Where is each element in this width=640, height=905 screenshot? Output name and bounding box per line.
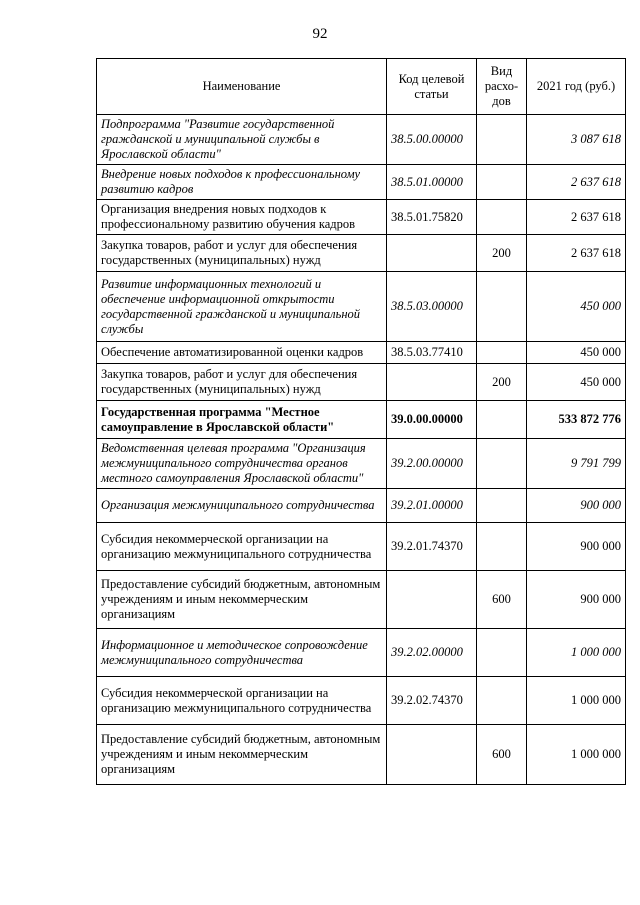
table-row bbox=[97, 401, 626, 439]
row-type bbox=[477, 401, 527, 439]
row-name: Организация межмуниципального сотрудничества bbox=[97, 489, 387, 523]
row-name: Организация внедрения новых подходов к профессиональному развитию обучения кадров bbox=[97, 200, 387, 235]
row-type bbox=[477, 342, 527, 364]
row-amount: 900 000 bbox=[527, 571, 626, 629]
row-code: 38.5.03.77410 bbox=[387, 342, 477, 364]
row-code: 38.5.03.00000 bbox=[387, 272, 477, 342]
header-type: Вид расхо-дов bbox=[477, 59, 527, 115]
page-number: 92 bbox=[312, 26, 328, 42]
table-row bbox=[97, 523, 626, 571]
row-name: Закупка товаров, работ и услуг для обеспечения государственных (муниципальных) нужд bbox=[97, 364, 387, 401]
row-type bbox=[477, 489, 527, 523]
row-type bbox=[477, 115, 527, 165]
table-row bbox=[97, 200, 626, 235]
row-amount: 2 637 618 bbox=[527, 235, 626, 272]
table-row bbox=[97, 489, 626, 523]
row-name: Ведомственная целевая программа "Организация межмуниципального сотрудничества органов местного самоуправления Ярославской области" bbox=[97, 439, 387, 489]
header-code: Код целевой статьи bbox=[387, 59, 477, 115]
row-code: 39.2.02.00000 bbox=[387, 629, 477, 677]
row-type bbox=[477, 272, 527, 342]
budget-table bbox=[96, 58, 626, 785]
table-row bbox=[97, 272, 626, 342]
row-name: Внедрение новых подходов к профессиональному развитию кадров bbox=[97, 165, 387, 200]
row-type bbox=[477, 165, 527, 200]
row-type bbox=[477, 523, 527, 571]
table-row bbox=[97, 439, 626, 489]
row-name: Развитие информационных технологий и обеспечение информационной открытости государственной гражданской и муниципальной службы bbox=[97, 272, 387, 342]
header-name: Наименование bbox=[97, 59, 387, 115]
table-row bbox=[97, 235, 626, 272]
row-name: Информационное и методическое сопровождение межмуниципального сотрудничества bbox=[97, 629, 387, 677]
header-amount: 2021 год (руб.) bbox=[527, 59, 626, 115]
row-amount: 900 000 bbox=[527, 523, 626, 571]
row-type: 200 bbox=[477, 235, 527, 272]
table-row bbox=[97, 342, 626, 364]
row-code: 39.2.00.00000 bbox=[387, 439, 477, 489]
row-amount: 1 000 000 bbox=[527, 677, 626, 725]
row-amount: 2 637 618 bbox=[527, 200, 626, 235]
row-amount: 1 000 000 bbox=[527, 629, 626, 677]
table-row bbox=[97, 725, 626, 785]
row-type bbox=[477, 200, 527, 235]
row-amount: 2 637 618 bbox=[527, 165, 626, 200]
row-code: 38.5.01.00000 bbox=[387, 165, 477, 200]
table-row bbox=[97, 165, 626, 200]
row-code bbox=[387, 235, 477, 272]
table-row bbox=[97, 629, 626, 677]
table-header-row bbox=[97, 59, 626, 115]
row-type bbox=[477, 629, 527, 677]
row-code: 38.5.00.00000 bbox=[387, 115, 477, 165]
row-amount: 450 000 bbox=[527, 364, 626, 401]
row-code: 39.2.02.74370 bbox=[387, 677, 477, 725]
row-type: 600 bbox=[477, 571, 527, 629]
row-type: 600 bbox=[477, 725, 527, 785]
row-name: Закупка товаров, работ и услуг для обеспечения государственных (муниципальных) нужд bbox=[97, 235, 387, 272]
row-amount: 533 872 776 bbox=[527, 401, 626, 439]
row-name: Обеспечение автоматизированной оценки кадров bbox=[97, 342, 387, 364]
row-type: 200 bbox=[477, 364, 527, 401]
row-name: Государственная программа "Местное самоуправление в Ярославской области" bbox=[97, 401, 387, 439]
row-amount: 450 000 bbox=[527, 342, 626, 364]
row-code: 39.2.01.00000 bbox=[387, 489, 477, 523]
row-code bbox=[387, 571, 477, 629]
row-amount: 3 087 618 bbox=[527, 115, 626, 165]
row-name: Предоставление субсидий бюджетным, автономным учреждениям и иным некоммерческим организациям bbox=[97, 725, 387, 785]
table-row bbox=[97, 677, 626, 725]
table-row bbox=[97, 115, 626, 165]
row-code bbox=[387, 725, 477, 785]
row-code bbox=[387, 364, 477, 401]
row-type bbox=[477, 439, 527, 489]
row-code: 38.5.01.75820 bbox=[387, 200, 477, 235]
row-name: Предоставление субсидий бюджетным, автономным учреждениям и иным некоммерческим организациям bbox=[97, 571, 387, 629]
table-row bbox=[97, 571, 626, 629]
table-row bbox=[97, 364, 626, 401]
row-amount: 9 791 799 bbox=[527, 439, 626, 489]
row-amount: 450 000 bbox=[527, 272, 626, 342]
row-amount: 900 000 bbox=[527, 489, 626, 523]
row-code: 39.0.00.00000 bbox=[387, 401, 477, 439]
row-name: Подпрограмма "Развитие государственной гражданской и муниципальной службы в Ярославской области" bbox=[97, 115, 387, 165]
row-code: 39.2.01.74370 bbox=[387, 523, 477, 571]
row-name: Субсидия некоммерческой организации на организацию межмуниципального сотрудничества bbox=[97, 523, 387, 571]
row-amount: 1 000 000 bbox=[527, 725, 626, 785]
row-name: Субсидия некоммерческой организации на организацию межмуниципального сотрудничества bbox=[97, 677, 387, 725]
row-type bbox=[477, 677, 527, 725]
